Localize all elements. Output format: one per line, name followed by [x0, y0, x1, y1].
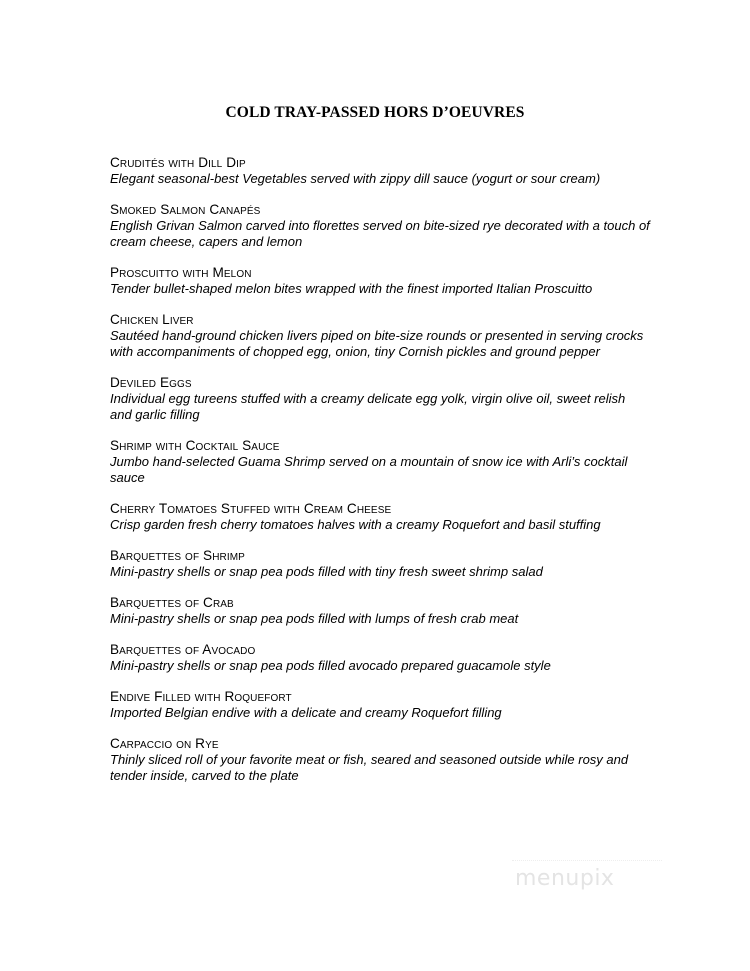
menu-list — [110, 155, 650, 799]
watermark-logo: menupix — [515, 866, 615, 891]
menu-item-name: Deviled Eggs — [110, 375, 192, 390]
menu-item-description: Tender bullet-shaped melon bites wrapped with the finest imported Italian Proscuitto — [110, 281, 593, 296]
menu-item — [110, 312, 650, 360]
menu-item-name: Cherry Tomatoes Stuffed with Cream Cheese — [110, 501, 392, 516]
menu-item-description: Mini-pastry shells or snap pea pods filled with lumps of fresh crab meat — [110, 611, 519, 626]
menu-item-name: Smoked Salmon Canapés — [110, 202, 261, 217]
menu-item-description: Individual egg tureens stuffed with a creamy delicate egg yolk, virgin olive oil, sweet relish and garlic filling — [110, 391, 626, 422]
watermark-divider — [512, 860, 662, 861]
menu-item — [110, 375, 650, 423]
menu-item-name: Proscuitto with Melon — [110, 265, 252, 280]
menu-item-description: Elegant seasonal-best Vegetables served with zippy dill sauce (yogurt or sour cream) — [110, 171, 601, 186]
menu-item — [110, 438, 650, 486]
menu-item-name: Chicken Liver — [110, 312, 194, 327]
menu-item-description: Mini-pastry shells or snap pea pods filled with tiny fresh sweet shrimp salad — [110, 564, 543, 579]
menu-item — [110, 689, 650, 721]
menu-item-description: Imported Belgian endive with a delicate and creamy Roquefort filling — [110, 705, 502, 720]
menu-item-name: Barquettes of Crab — [110, 595, 234, 610]
menu-item-description: Mini-pastry shells or snap pea pods filled avocado prepared guacamole style — [110, 658, 551, 673]
menu-item — [110, 265, 650, 297]
menu-item — [110, 595, 650, 627]
menu-item-description: Crisp garden fresh cherry tomatoes halves with a creamy Roquefort and basil stuffing — [110, 517, 601, 532]
menu-item — [110, 501, 650, 533]
menu-item-description: Thinly sliced roll of your favorite meat or fish, seared and seasoned outside while rosy and tender inside, carved to the plate — [110, 752, 629, 783]
menu-item-name: Endive Filled with Roquefort — [110, 689, 292, 704]
menu-item-name: Crudités with Dill Dip — [110, 155, 246, 170]
menu-item-description: Jumbo hand-selected Guama Shrimp served on a mountain of snow ice with Arli’s cocktail sauce — [110, 454, 628, 485]
menu-item — [110, 202, 650, 250]
menu-item-description: English Grivan Salmon carved into florettes served on bite-sized rye decorated with a touch of cream cheese, capers and lemon — [110, 218, 650, 249]
menu-item-description: Sautéed hand-ground chicken livers piped on bite-size rounds or presented in serving crocks with accompaniments of chopped egg, onion, tiny Cornish pickles and ground pepper — [110, 328, 644, 359]
menu-item-name: Barquettes of Shrimp — [110, 548, 245, 563]
menu-item — [110, 642, 650, 674]
page-title: COLD TRAY-PASSED HORS D’OEUVRES — [225, 104, 525, 121]
menu-item — [110, 155, 650, 187]
menu-item-name: Shrimp with Cocktail Sauce — [110, 438, 280, 453]
menu-item — [110, 548, 650, 580]
menu-item-name: Barquettes of Avocado — [110, 642, 256, 657]
menu-item-name: Carpaccio on Rye — [110, 736, 219, 751]
menu-item — [110, 736, 650, 784]
